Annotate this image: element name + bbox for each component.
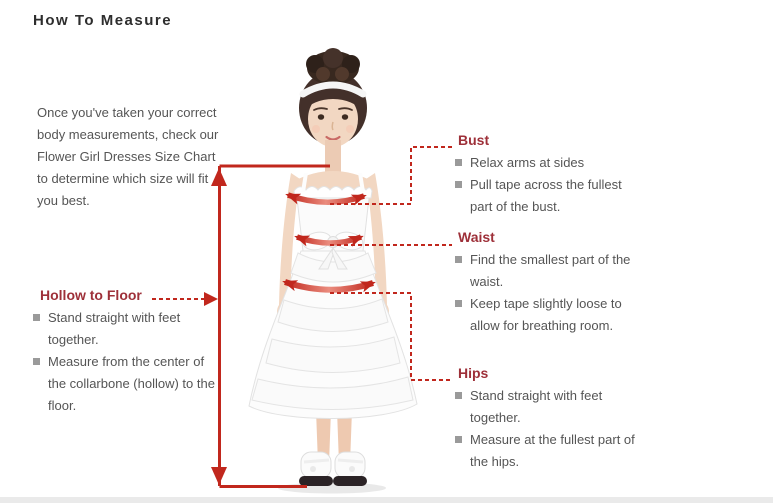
- nose: [332, 122, 333, 130]
- list-item: Measure at the fullest part of the hips.: [455, 429, 640, 473]
- section-title-waist: Waist: [458, 229, 495, 245]
- square-bullet-icon: [455, 436, 462, 443]
- square-bullet-icon: [455, 300, 462, 307]
- page-title: How To Measure: [33, 12, 173, 29]
- bottom-divider: [0, 497, 773, 503]
- square-bullet-icon: [455, 392, 462, 399]
- eye-left: [318, 114, 324, 120]
- section-waist: [455, 229, 640, 337]
- list-item: Find the smallest part of the waist.: [455, 249, 640, 293]
- list-item: Keep tape slightly loose to allow for breathing room.: [455, 293, 640, 337]
- list-item: Measure from the center of the collarbone (hollow) to the floor.: [33, 351, 233, 417]
- square-bullet-icon: [455, 159, 462, 166]
- list-item: Pull tape across the fullest part of the bust.: [455, 174, 640, 218]
- eye-right: [342, 114, 348, 120]
- square-bullet-icon: [455, 181, 462, 188]
- list-item: Stand straight with feet together.: [33, 307, 233, 351]
- square-bullet-icon: [33, 358, 40, 365]
- section-hollow-to-floor: [33, 287, 233, 417]
- arrow-down-icon: [211, 467, 227, 485]
- cheek-right: [346, 125, 354, 133]
- cheek-left: [312, 125, 320, 133]
- intro-paragraph: Once you've taken your correct body measurements, check our Flower Girl Dresses Size Chart to determine which size will fit you best.: [37, 105, 219, 208]
- arrow-up-icon: [211, 168, 227, 186]
- shoe-right: [333, 452, 367, 486]
- girl-model-photo: [249, 48, 417, 494]
- shoe-left: [299, 452, 333, 486]
- hair-bun: [306, 48, 360, 85]
- section-hips: [455, 365, 640, 473]
- section-title-bust: Bust: [458, 132, 490, 148]
- section-title-hips: Hips: [458, 365, 489, 381]
- section-bust: [455, 132, 640, 218]
- section-title-hollow-to-floor: Hollow to Floor: [40, 287, 142, 303]
- square-bullet-icon: [33, 314, 40, 321]
- list-item: Relax arms at sides: [455, 152, 640, 174]
- list-item: Stand straight with feet together.: [455, 385, 640, 429]
- square-bullet-icon: [455, 256, 462, 263]
